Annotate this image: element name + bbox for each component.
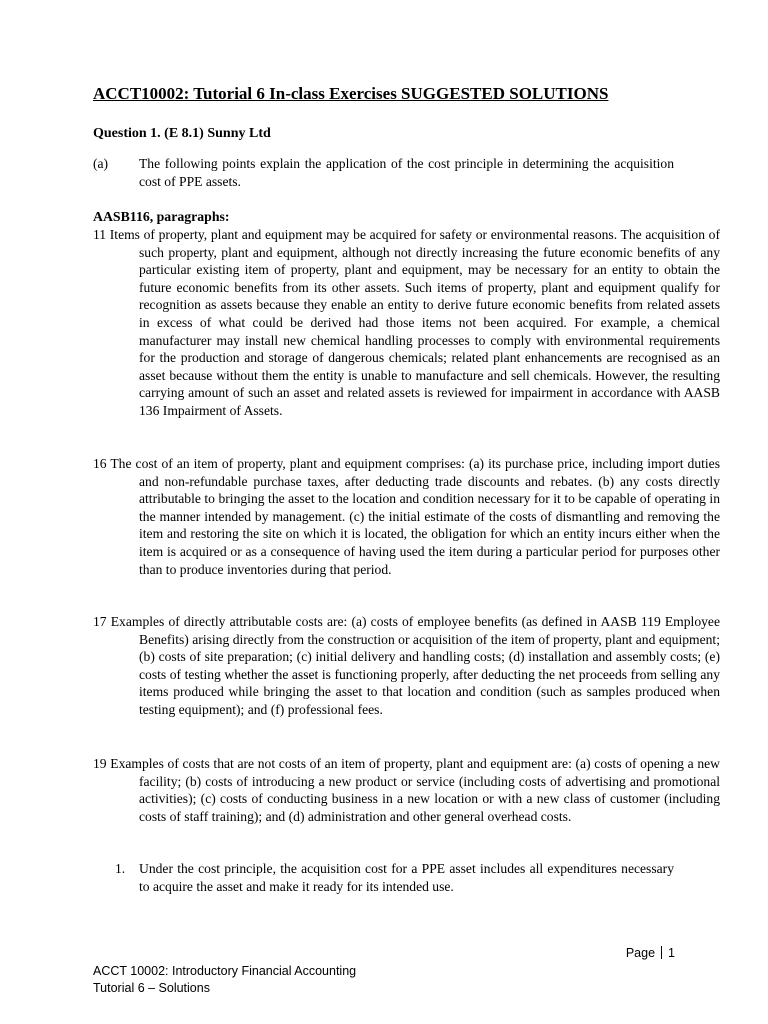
paragraph-19: 19 Examples of costs that are not costs of an item of property, plant and equipment are: (a) costs of opening a new facility; (b) costs of introducing a new product or service (including costs of advertising and promotional activities); (c) costs of conducting business in a new location or with a new class of customer (including costs of staff training); and (d) administration and other general overhead costs. — [93, 756, 720, 824]
document-title: ACCT10002: Tutorial 6 In-class Exercises SUGGESTED SOLUTIONS — [93, 84, 609, 103]
page-number-footer — [626, 946, 675, 960]
list-item-number: 1. — [115, 861, 126, 876]
paragraph-17: 17 Examples of directly attributable costs are: (a) costs of employee benefits (as defined in AASB 119 Employee Benefits) arising directly from the construction or acquisition of the item of property, plant and equipment; (b) costs of site preparation; (c) initial delivery and handling costs; (d) installation and assembly costs; (e) costs of testing whether the asset is functioning properly, after deducting the net proceeds from selling any items produced while bringing the asset to that location and condition (such as samples produced when testing equipment); and (f) professional fees. — [93, 614, 720, 717]
question-heading: Question 1. (E 8.1) Sunny Ltd — [93, 126, 271, 141]
part-a — [93, 155, 674, 190]
paragraph-11: 11 Items of property, plant and equipment may be acquired for safety or environmental reasons. The acquisition of such property, plant and equipment, although not directly increasing the future economic benefits of any particular existing item of property, plant and equipment, may be necessary for an entity to obtain the future economic benefits from its other assets. Such items of property, plant and equipment qualify for recognition as assets because they enable an entity to derive future economic benefits from related assets in excess of what could be derived had those items not been acquired. For example, a chemical manufacturer may install new chemical handling processes to comply with environmental requirements for the production and storage of dangerous chemicals; related plant enhancements are recognised as an asset because without them the entity is unable to manufacture and sell chemicals. However, the resulting carrying amount of such an asset and related assets is reviewed for impairment in accordance with AASB 136 Impairment of Assets. — [93, 227, 720, 418]
aasb-heading: AASB116, paragraphs: — [93, 209, 230, 224]
list-item-text: Under the cost principle, the acquisition cost for a PPE asset includes all expenditures necessary to acquire the asset and make it ready for its intended use. — [139, 861, 674, 894]
paragraph-16: 16 The cost of an item of property, plant and equipment comprises: (a) its purchase price, including import duties and non-refundable purchase taxes, after deducting trade discounts and rebates. (b) any costs directly attributable to bringing the asset to the location and condition necessary for it to be capable of operating in the manner intended by management. (c) the initial estimate of the costs of dismantling and removing the item and restoring the site on which it is located, the obligation for which an entity incurs either when the item is acquired or as a consequence of having used the item during a particular period for purposes other than to produce inventories during that period. — [93, 456, 720, 577]
footer-course-info — [93, 963, 356, 997]
footer-tutorial-line: Tutorial 6 – Solutions — [93, 981, 210, 995]
footer-course-line: ACCT 10002: Introductory Financial Accounting — [93, 964, 357, 978]
page-label: Page — [625, 946, 656, 960]
page-separator — [661, 946, 662, 959]
list-item — [115, 860, 674, 895]
part-a-label: (a) — [93, 156, 109, 171]
part-a-text: The following points explain the application of the cost principle in determining the acquisition cost of PPE assets. — [139, 156, 674, 189]
page-number: 1 — [668, 946, 675, 960]
